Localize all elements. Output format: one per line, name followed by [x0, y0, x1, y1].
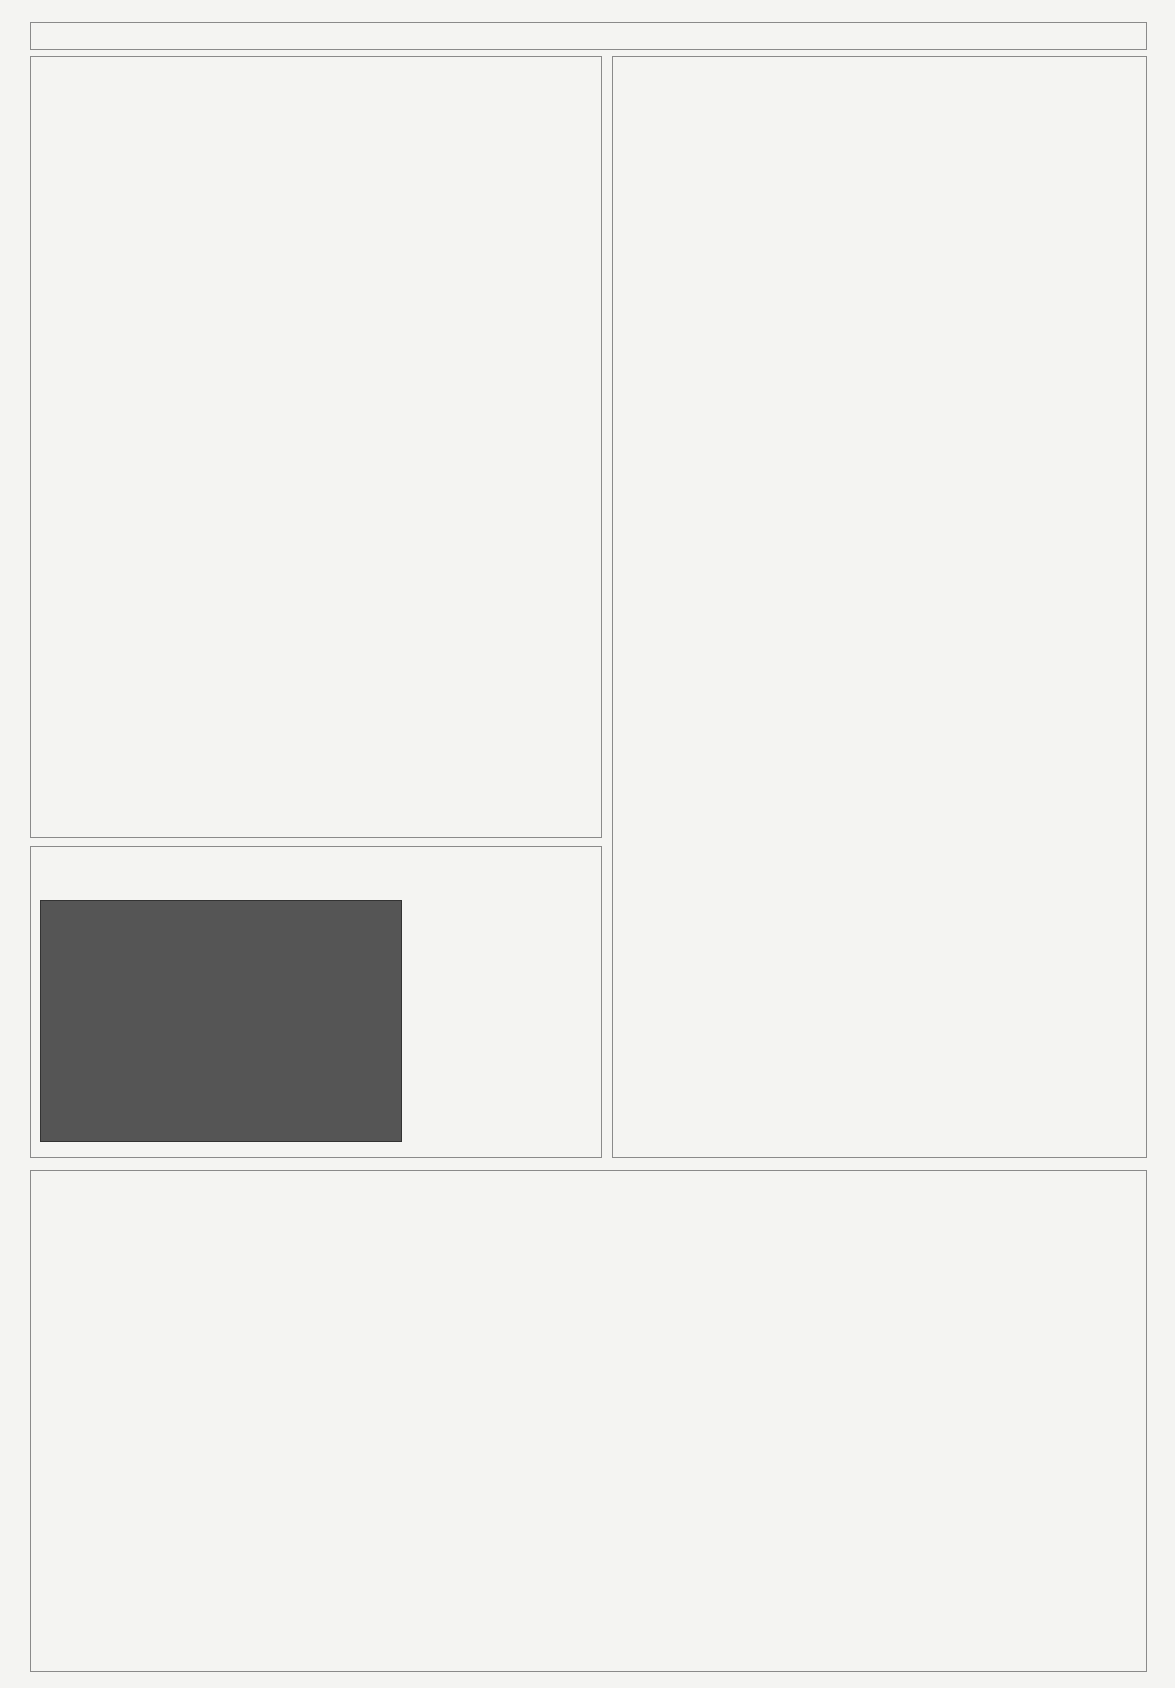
masthead: [30, 22, 1147, 50]
article-top-right: [612, 56, 1147, 1158]
article-middle: [30, 846, 602, 1158]
article-bottom: [30, 1170, 1147, 1672]
article-top-left: [30, 56, 602, 838]
